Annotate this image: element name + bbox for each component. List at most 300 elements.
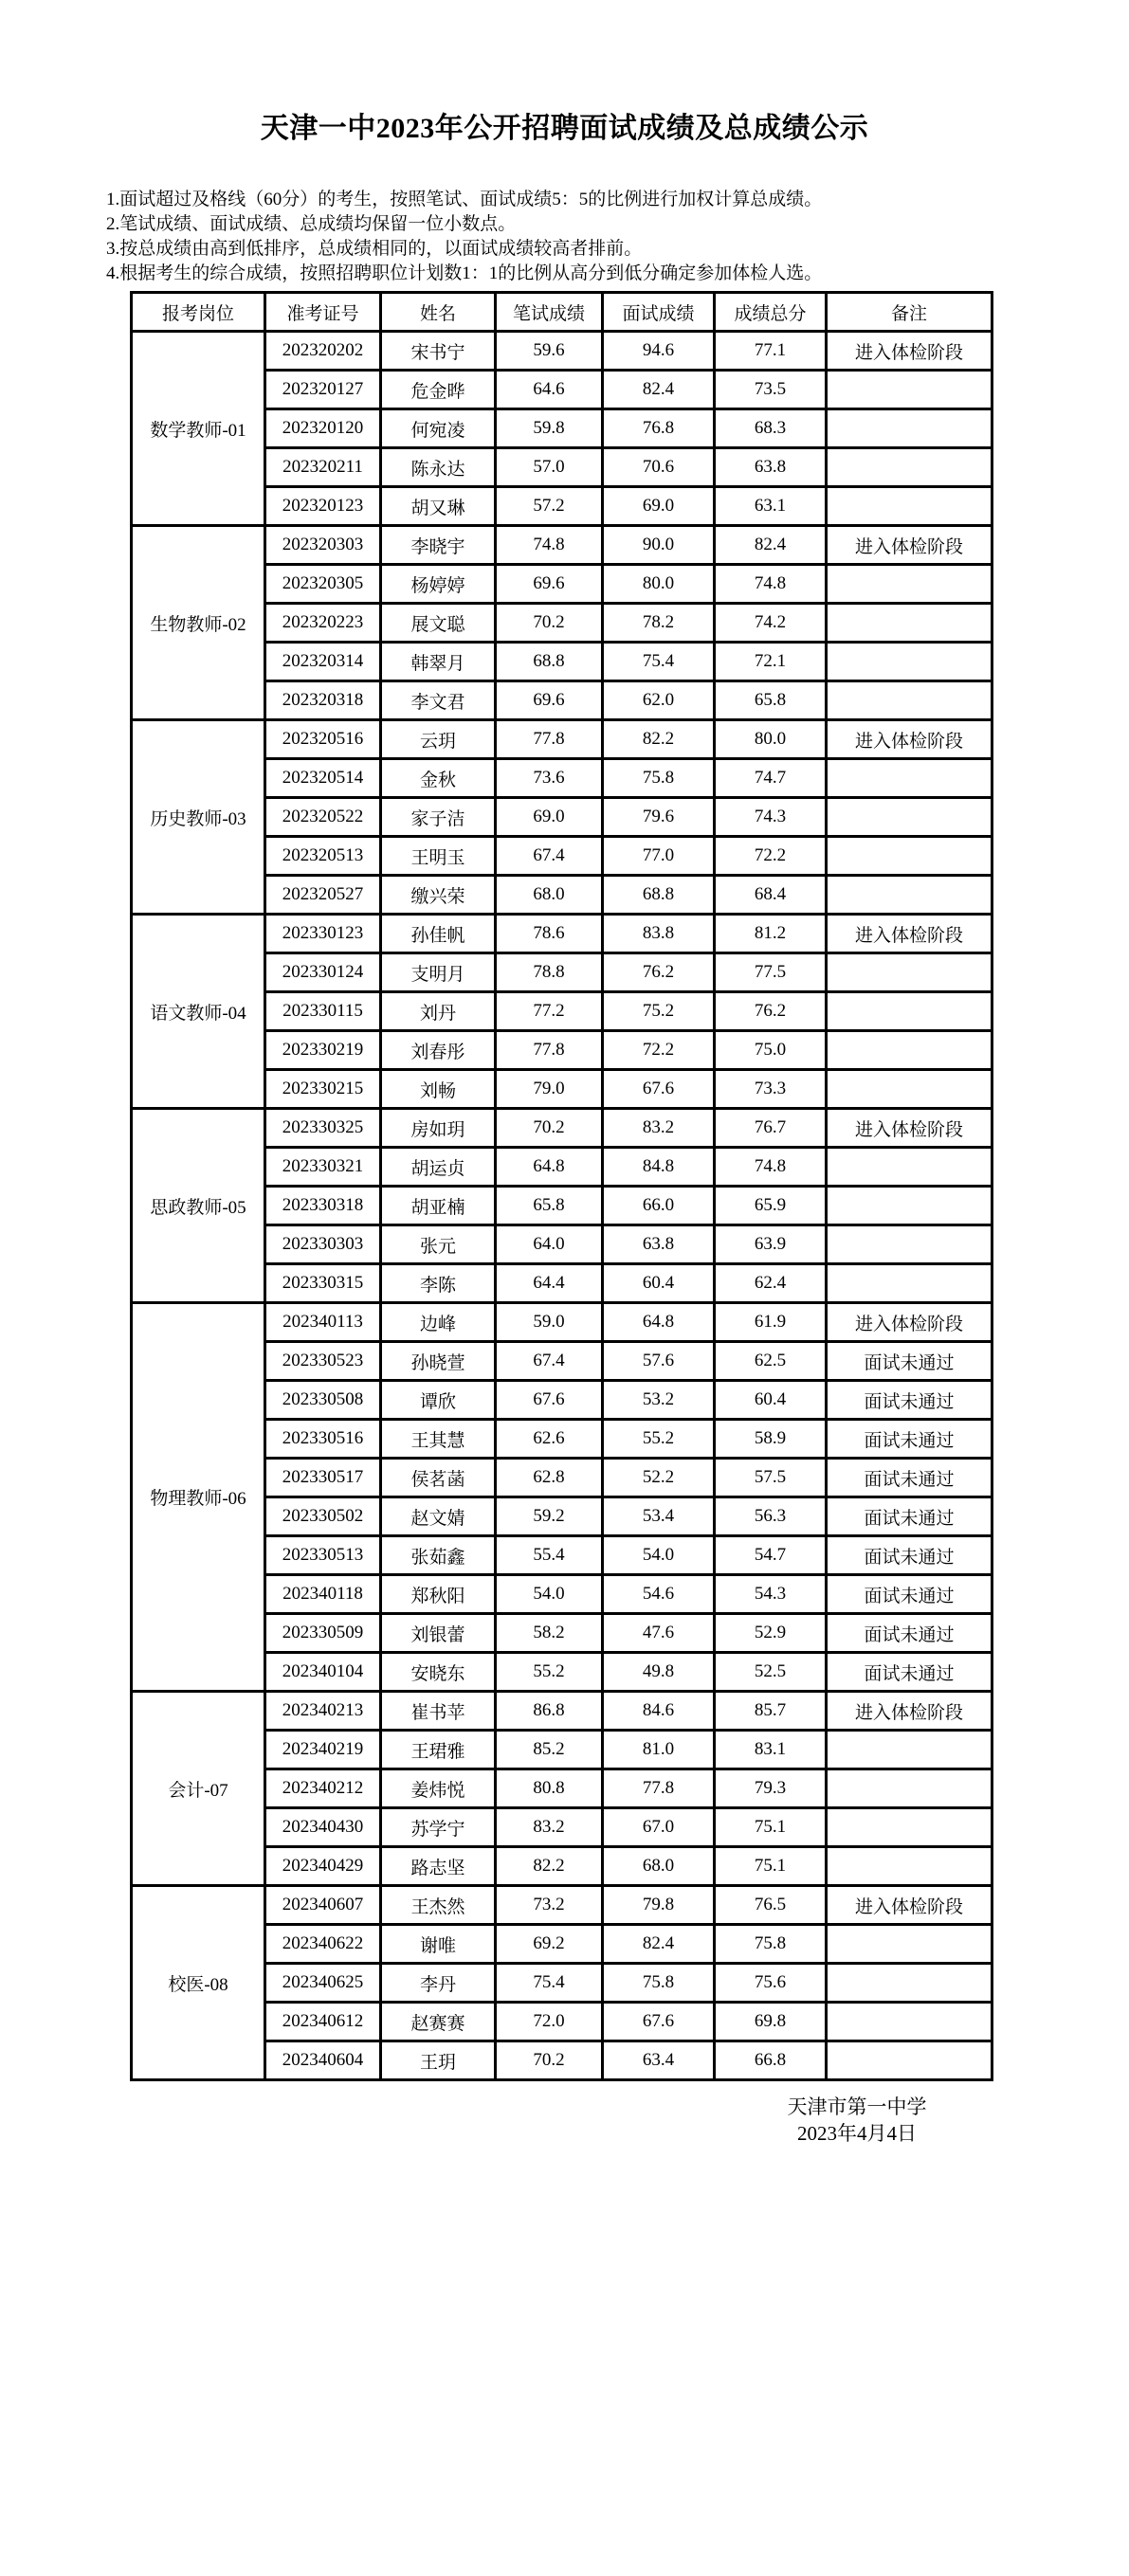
position-cell: 校医-08 [132, 1886, 265, 2080]
total-score-cell: 77.5 [715, 953, 827, 992]
interview-score-cell: 94.6 [603, 332, 715, 371]
header-written-score: 笔试成绩 [496, 293, 603, 332]
interview-score-cell: 55.2 [603, 1420, 715, 1459]
name-cell: 刘畅 [381, 1070, 496, 1109]
candidate-id-cell: 202320516 [265, 720, 381, 759]
name-cell: 侯茗菡 [381, 1459, 496, 1497]
interview-score-cell: 63.8 [603, 1225, 715, 1264]
written-score-cell: 64.0 [496, 1225, 603, 1264]
candidate-id-cell: 202330509 [265, 1614, 381, 1653]
total-score-cell: 85.7 [715, 1692, 827, 1731]
interview-score-cell: 72.2 [603, 1031, 715, 1070]
candidate-id-cell: 202330513 [265, 1536, 381, 1575]
written-score-cell: 55.2 [496, 1653, 603, 1692]
written-score-cell: 69.0 [496, 798, 603, 837]
name-cell: 支明月 [381, 953, 496, 992]
interview-score-cell: 81.0 [603, 1731, 715, 1769]
interview-score-cell: 84.6 [603, 1692, 715, 1731]
total-score-cell: 73.5 [715, 371, 827, 409]
name-cell: 谭欣 [381, 1381, 496, 1420]
remark-cell [827, 798, 992, 837]
written-score-cell: 70.2 [496, 2041, 603, 2080]
total-score-cell: 80.0 [715, 720, 827, 759]
remark-cell: 进入体检阶段 [827, 1692, 992, 1731]
name-cell: 赵赛赛 [381, 2003, 496, 2041]
candidate-id-cell: 202320223 [265, 604, 381, 643]
remark-cell: 进入体检阶段 [827, 1109, 992, 1148]
name-cell: 路志坚 [381, 1847, 496, 1886]
header-interview-score: 面试成绩 [603, 293, 715, 332]
written-score-cell: 69.6 [496, 565, 603, 604]
written-score-cell: 58.2 [496, 1614, 603, 1653]
name-cell: 展文聪 [381, 604, 496, 643]
candidate-id-cell: 202330508 [265, 1381, 381, 1420]
total-score-cell: 65.9 [715, 1187, 827, 1225]
total-score-cell: 56.3 [715, 1497, 827, 1536]
name-cell: 缴兴荣 [381, 876, 496, 915]
interview-score-cell: 62.0 [603, 681, 715, 720]
total-score-cell: 76.7 [715, 1109, 827, 1148]
total-score-cell: 75.1 [715, 1808, 827, 1847]
interview-score-cell: 53.2 [603, 1381, 715, 1420]
table-row [132, 526, 992, 565]
written-score-cell: 74.8 [496, 526, 603, 565]
total-score-cell: 76.2 [715, 992, 827, 1031]
total-score-cell: 63.1 [715, 487, 827, 526]
candidate-id-cell: 202320202 [265, 332, 381, 371]
interview-score-cell: 75.4 [603, 643, 715, 681]
table-header-row [132, 293, 992, 332]
candidate-id-cell: 202320318 [265, 681, 381, 720]
written-score-cell: 64.4 [496, 1264, 603, 1303]
remark-cell [827, 1264, 992, 1303]
name-cell: 金秋 [381, 759, 496, 798]
written-score-cell: 73.2 [496, 1886, 603, 1925]
interview-score-cell: 79.6 [603, 798, 715, 837]
written-score-cell: 80.8 [496, 1769, 603, 1808]
total-score-cell: 68.4 [715, 876, 827, 915]
total-score-cell: 63.9 [715, 1225, 827, 1264]
total-score-cell: 52.5 [715, 1653, 827, 1692]
written-score-cell: 57.0 [496, 448, 603, 487]
position-cell: 生物教师-02 [132, 526, 265, 720]
interview-score-cell: 76.8 [603, 409, 715, 448]
candidate-id-cell: 202320127 [265, 371, 381, 409]
candidate-id-cell: 202320211 [265, 448, 381, 487]
remark-cell [827, 1964, 992, 2003]
remark-cell [827, 1925, 992, 1964]
remark-cell: 面试未通过 [827, 1653, 992, 1692]
name-cell: 刘春彤 [381, 1031, 496, 1070]
remark-cell [827, 1769, 992, 1808]
interview-score-cell: 69.0 [603, 487, 715, 526]
interview-score-cell: 70.6 [603, 448, 715, 487]
interview-score-cell: 75.2 [603, 992, 715, 1031]
candidate-id-cell: 202330502 [265, 1497, 381, 1536]
remark-cell: 进入体检阶段 [827, 720, 992, 759]
interview-score-cell: 75.8 [603, 1964, 715, 2003]
name-cell: 崔书苹 [381, 1692, 496, 1731]
total-score-cell: 69.8 [715, 2003, 827, 2041]
name-cell: 李丹 [381, 1964, 496, 2003]
remark-cell [827, 2041, 992, 2080]
written-score-cell: 67.6 [496, 1381, 603, 1420]
header-remark: 备注 [827, 293, 992, 332]
interview-score-cell: 49.8 [603, 1653, 715, 1692]
written-score-cell: 59.0 [496, 1303, 603, 1342]
written-score-cell: 69.2 [496, 1925, 603, 1964]
name-cell: 张元 [381, 1225, 496, 1264]
interview-score-cell: 76.2 [603, 953, 715, 992]
footer-date: 2023年4月4日 [797, 2122, 917, 2145]
total-score-cell: 61.9 [715, 1303, 827, 1342]
candidate-id-cell: 202340104 [265, 1653, 381, 1692]
total-score-cell: 74.7 [715, 759, 827, 798]
candidate-id-cell: 202330219 [265, 1031, 381, 1070]
position-cell: 物理教师-06 [132, 1303, 265, 1692]
name-cell: 胡运贞 [381, 1148, 496, 1187]
candidate-id-cell: 202340113 [265, 1303, 381, 1342]
remark-cell [827, 643, 992, 681]
interview-score-cell: 54.0 [603, 1536, 715, 1575]
written-score-cell: 67.4 [496, 1342, 603, 1381]
interview-score-cell: 47.6 [603, 1614, 715, 1653]
total-score-cell: 76.5 [715, 1886, 827, 1925]
written-score-cell: 70.2 [496, 604, 603, 643]
total-score-cell: 75.6 [715, 1964, 827, 2003]
interview-score-cell: 52.2 [603, 1459, 715, 1497]
header-position: 报考岗位 [132, 293, 265, 332]
remark-cell: 面试未通过 [827, 1497, 992, 1536]
remark-cell [827, 448, 992, 487]
candidate-id-cell: 202330215 [265, 1070, 381, 1109]
score-table [130, 291, 993, 2081]
total-score-cell: 83.1 [715, 1731, 827, 1769]
total-score-cell: 54.7 [715, 1536, 827, 1575]
interview-score-cell: 53.4 [603, 1497, 715, 1536]
written-score-cell: 77.8 [496, 720, 603, 759]
candidate-id-cell: 202340622 [265, 1925, 381, 1964]
candidate-id-cell: 202330325 [265, 1109, 381, 1148]
candidate-id-cell: 202340607 [265, 1886, 381, 1925]
remark-cell [827, 1847, 992, 1886]
candidate-id-cell: 202320305 [265, 565, 381, 604]
name-cell: 胡又琳 [381, 487, 496, 526]
total-score-cell: 58.9 [715, 1420, 827, 1459]
name-cell: 王珺雅 [381, 1731, 496, 1769]
name-cell: 苏学宁 [381, 1808, 496, 1847]
candidate-id-cell: 202340118 [265, 1575, 381, 1614]
candidate-id-cell: 202330517 [265, 1459, 381, 1497]
interview-score-cell: 77.0 [603, 837, 715, 876]
remark-cell: 面试未通过 [827, 1381, 992, 1420]
written-score-cell: 73.6 [496, 759, 603, 798]
name-cell: 谢唯 [381, 1925, 496, 1964]
total-score-cell: 82.4 [715, 526, 827, 565]
interview-score-cell: 83.2 [603, 1109, 715, 1148]
interview-score-cell: 54.6 [603, 1575, 715, 1614]
total-score-cell: 75.8 [715, 1925, 827, 1964]
candidate-id-cell: 202330523 [265, 1342, 381, 1381]
remark-cell [827, 837, 992, 876]
name-cell: 李陈 [381, 1264, 496, 1303]
interview-score-cell: 82.4 [603, 371, 715, 409]
interview-score-cell: 64.8 [603, 1303, 715, 1342]
page-title: 天津一中2023年公开招聘面试成绩及总成绩公示 [260, 113, 869, 144]
remark-cell [827, 1731, 992, 1769]
candidate-id-cell: 202340612 [265, 2003, 381, 2041]
name-cell: 王杰然 [381, 1886, 496, 1925]
written-score-cell: 70.2 [496, 1109, 603, 1148]
total-score-cell: 77.1 [715, 332, 827, 371]
table-row [132, 1886, 992, 1925]
name-cell: 胡亚楠 [381, 1187, 496, 1225]
name-cell: 房如玥 [381, 1109, 496, 1148]
name-cell: 李晓宇 [381, 526, 496, 565]
written-score-cell: 54.0 [496, 1575, 603, 1614]
total-score-cell: 73.3 [715, 1070, 827, 1109]
candidate-id-cell: 202320303 [265, 526, 381, 565]
name-cell: 云玥 [381, 720, 496, 759]
total-score-cell: 72.1 [715, 643, 827, 681]
position-cell: 数学教师-01 [132, 332, 265, 526]
candidate-id-cell: 202320514 [265, 759, 381, 798]
written-score-cell: 82.2 [496, 1847, 603, 1886]
footer-block [780, 2094, 934, 2147]
remark-cell [827, 1225, 992, 1264]
written-score-cell: 69.6 [496, 681, 603, 720]
candidate-id-cell: 202340219 [265, 1731, 381, 1769]
candidate-id-cell: 202320513 [265, 837, 381, 876]
position-cell: 思政教师-05 [132, 1109, 265, 1303]
total-score-cell: 75.0 [715, 1031, 827, 1070]
name-cell: 孙佳帆 [381, 915, 496, 953]
candidate-id-cell: 202330115 [265, 992, 381, 1031]
written-score-cell: 68.8 [496, 643, 603, 681]
remark-cell [827, 1070, 992, 1109]
candidate-id-cell: 202320314 [265, 643, 381, 681]
remark-cell: 面试未通过 [827, 1459, 992, 1497]
written-score-cell: 59.2 [496, 1497, 603, 1536]
written-score-cell: 86.8 [496, 1692, 603, 1731]
table-row [132, 1303, 992, 1342]
candidate-id-cell: 202340429 [265, 1847, 381, 1886]
written-score-cell: 85.2 [496, 1731, 603, 1769]
candidate-id-cell: 202330318 [265, 1187, 381, 1225]
name-cell: 王明玉 [381, 837, 496, 876]
remark-cell: 进入体检阶段 [827, 526, 992, 565]
written-score-cell: 83.2 [496, 1808, 603, 1847]
name-cell: 家子洁 [381, 798, 496, 837]
total-score-cell: 79.3 [715, 1769, 827, 1808]
remark-cell: 面试未通过 [827, 1342, 992, 1381]
note-line-2: 2.笔试成绩、面试成绩、总成绩均保留一位小数点。 [106, 214, 517, 234]
name-cell: 杨婷婷 [381, 565, 496, 604]
candidate-id-cell: 202340430 [265, 1808, 381, 1847]
remark-cell [827, 1031, 992, 1070]
position-cell: 历史教师-03 [132, 720, 265, 915]
candidate-id-cell: 202320527 [265, 876, 381, 915]
table-row [132, 915, 992, 953]
remark-cell [827, 1187, 992, 1225]
total-score-cell: 62.5 [715, 1342, 827, 1381]
interview-score-cell: 90.0 [603, 526, 715, 565]
name-cell: 边峰 [381, 1303, 496, 1342]
name-cell: 王其慧 [381, 1420, 496, 1459]
name-cell: 王玥 [381, 2041, 496, 2080]
remark-cell: 面试未通过 [827, 1420, 992, 1459]
written-score-cell: 64.8 [496, 1148, 603, 1187]
total-score-cell: 81.2 [715, 915, 827, 953]
written-score-cell: 64.6 [496, 371, 603, 409]
interview-score-cell: 75.8 [603, 759, 715, 798]
total-score-cell: 68.3 [715, 409, 827, 448]
written-score-cell: 77.2 [496, 992, 603, 1031]
interview-score-cell: 60.4 [603, 1264, 715, 1303]
candidate-id-cell: 202330123 [265, 915, 381, 953]
interview-score-cell: 77.8 [603, 1769, 715, 1808]
remark-cell: 面试未通过 [827, 1536, 992, 1575]
written-score-cell: 62.6 [496, 1420, 603, 1459]
candidate-id-cell: 202340604 [265, 2041, 381, 2080]
name-cell: 陈永达 [381, 448, 496, 487]
written-score-cell: 75.4 [496, 1964, 603, 2003]
name-cell: 孙晓萱 [381, 1342, 496, 1381]
written-score-cell: 78.8 [496, 953, 603, 992]
remark-cell: 面试未通过 [827, 1575, 992, 1614]
total-score-cell: 60.4 [715, 1381, 827, 1420]
footer-org: 天津市第一中学 [787, 2095, 927, 2118]
interview-score-cell: 68.8 [603, 876, 715, 915]
candidate-id-cell: 202320522 [265, 798, 381, 837]
remark-cell [827, 565, 992, 604]
total-score-cell: 52.9 [715, 1614, 827, 1653]
interview-score-cell: 66.0 [603, 1187, 715, 1225]
interview-score-cell: 78.2 [603, 604, 715, 643]
written-score-cell: 68.0 [496, 876, 603, 915]
name-cell: 赵文婧 [381, 1497, 496, 1536]
remark-cell [827, 1148, 992, 1187]
position-cell: 语文教师-04 [132, 915, 265, 1109]
written-score-cell: 57.2 [496, 487, 603, 526]
remark-cell [827, 876, 992, 915]
interview-score-cell: 84.8 [603, 1148, 715, 1187]
name-cell: 危金晔 [381, 371, 496, 409]
remark-cell: 进入体检阶段 [827, 1886, 992, 1925]
written-score-cell: 77.8 [496, 1031, 603, 1070]
remark-cell: 进入体检阶段 [827, 1303, 992, 1342]
written-score-cell: 62.8 [496, 1459, 603, 1497]
note-line-4: 4.根据考生的综合成绩，按照招聘职位计划数1：1的比例从高分到低分确定参加体检人选。 [106, 263, 823, 283]
total-score-cell: 57.5 [715, 1459, 827, 1497]
remark-cell: 进入体检阶段 [827, 332, 992, 371]
written-score-cell: 72.0 [496, 2003, 603, 2041]
total-score-cell: 65.8 [715, 681, 827, 720]
candidate-id-cell: 202330124 [265, 953, 381, 992]
header-total-score: 成绩总分 [715, 293, 827, 332]
interview-score-cell: 57.6 [603, 1342, 715, 1381]
remark-cell: 进入体检阶段 [827, 915, 992, 953]
written-score-cell: 55.4 [496, 1536, 603, 1575]
candidate-id-cell: 202330516 [265, 1420, 381, 1459]
interview-score-cell: 79.8 [603, 1886, 715, 1925]
name-cell: 郑秋阳 [381, 1575, 496, 1614]
interview-score-cell: 63.4 [603, 2041, 715, 2080]
interview-score-cell: 67.6 [603, 2003, 715, 2041]
total-score-cell: 72.2 [715, 837, 827, 876]
name-cell: 刘银蕾 [381, 1614, 496, 1653]
note-line-3: 3.按总成绩由高到低排序，总成绩相同的，以面试成绩较高者排前。 [106, 239, 643, 259]
written-score-cell: 78.6 [496, 915, 603, 953]
written-score-cell: 59.6 [496, 332, 603, 371]
remark-cell [827, 371, 992, 409]
name-cell: 刘丹 [381, 992, 496, 1031]
remark-cell: 面试未通过 [827, 1614, 992, 1653]
remark-cell [827, 2003, 992, 2041]
remark-cell [827, 759, 992, 798]
written-score-cell: 65.8 [496, 1187, 603, 1225]
interview-score-cell: 83.8 [603, 915, 715, 953]
remark-cell [827, 487, 992, 526]
total-score-cell: 74.8 [715, 565, 827, 604]
candidate-id-cell: 202330303 [265, 1225, 381, 1264]
table-row [132, 720, 992, 759]
total-score-cell: 62.4 [715, 1264, 827, 1303]
written-score-cell: 79.0 [496, 1070, 603, 1109]
candidate-id-cell: 202330315 [265, 1264, 381, 1303]
candidate-id-cell: 202320123 [265, 487, 381, 526]
name-cell: 张茹鑫 [381, 1536, 496, 1575]
total-score-cell: 66.8 [715, 2041, 827, 2080]
written-score-cell: 67.4 [496, 837, 603, 876]
candidate-id-cell: 202320120 [265, 409, 381, 448]
note-line-1: 1.面试超过及格线（60分）的考生，按照笔试、面试成绩5：5的比例进行加权计算总成绩。 [106, 190, 823, 209]
total-score-cell: 74.2 [715, 604, 827, 643]
remark-cell [827, 992, 992, 1031]
candidate-id-cell: 202340625 [265, 1964, 381, 2003]
name-cell: 安晓东 [381, 1653, 496, 1692]
written-score-cell: 59.8 [496, 409, 603, 448]
table-row [132, 1692, 992, 1731]
name-cell: 姜炜悦 [381, 1769, 496, 1808]
position-cell: 会计-07 [132, 1692, 265, 1886]
name-cell: 何宛凌 [381, 409, 496, 448]
total-score-cell: 63.8 [715, 448, 827, 487]
interview-score-cell: 67.0 [603, 1808, 715, 1847]
table-row [132, 1109, 992, 1148]
total-score-cell: 54.3 [715, 1575, 827, 1614]
total-score-cell: 74.3 [715, 798, 827, 837]
table-row [132, 332, 992, 371]
candidate-id-cell: 202330321 [265, 1148, 381, 1187]
name-cell: 韩翠月 [381, 643, 496, 681]
remark-cell [827, 681, 992, 720]
remark-cell [827, 604, 992, 643]
remark-cell [827, 409, 992, 448]
interview-score-cell: 82.2 [603, 720, 715, 759]
interview-score-cell: 80.0 [603, 565, 715, 604]
interview-score-cell: 68.0 [603, 1847, 715, 1886]
header-name: 姓名 [381, 293, 496, 332]
interview-score-cell: 67.6 [603, 1070, 715, 1109]
remark-cell [827, 1808, 992, 1847]
total-score-cell: 75.1 [715, 1847, 827, 1886]
total-score-cell: 74.8 [715, 1148, 827, 1187]
candidate-id-cell: 202340213 [265, 1692, 381, 1731]
interview-score-cell: 82.4 [603, 1925, 715, 1964]
remark-cell [827, 953, 992, 992]
name-cell: 李文君 [381, 681, 496, 720]
